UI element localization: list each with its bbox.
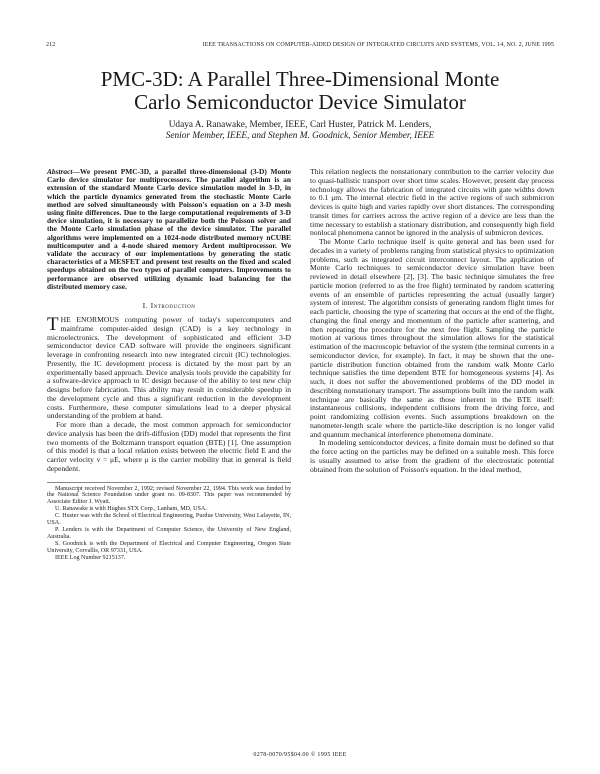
intro-paragraph-1: HE ENORMOUS computing power of today's supercomputers and mainframe computer-aided design (CAD) is a key technology in microelectronics. The development of sophisticated and efficient 3-D semiconductor device CAD software will provide the engineers significant leverage in confronting research into new integrated circuit (IC) technologies. Presently, the IC development process is dictated by the most part by an experimentally based approach. Device analysis tools provide the capability for a software-device approach to IC design because of the ability to test new chip designs before fabrication. This ability may result in considerable speedup in the development cycle and thus a significant reduction in the development costs. Furthermore, these computer simulations lead to a deeper physical understanding of the problem at hand. — [47, 315, 291, 421]
ieee-log-number: IEEE Log Number 9215137. — [55, 554, 126, 561]
footnote-author-4: S. Goodnick is with the Department of Electrical and Computer Engineering, Oregon State University, Corvallis, OR 97331, USA. — [47, 540, 291, 554]
abstract-label: Abstract— — [47, 167, 80, 176]
left-column — [47, 168, 291, 562]
footnote-manuscript: Manuscript received November 2, 1992; revised November 22, 1994. This work was funded by the National Science Foundation under grant no. 09-8307. This paper was recommended by Associate Editor J. Wyatt. — [47, 485, 291, 506]
footnote-author-3: P. Lenders is with the Department of Computer Science, the University of New England, Australia. — [47, 526, 291, 540]
authors-line-2: Senior Member, IEEE, and Stephen M. Goodnick, Senior Member, IEEE — [165, 130, 435, 141]
page-number: 212 — [46, 42, 56, 48]
footnote-author-1: U. Ranawake is with Hughes STX Corp., Lanham, MD, USA. — [55, 506, 207, 513]
title-line-2: Carlo Semiconductor Device Simulator — [134, 90, 466, 114]
author-list — [100, 120, 500, 141]
drop-cap: T — [47, 314, 59, 336]
footnote-author-2: C. Huster was with the School of Electrical Engineering, Purdue University, West Lafayette, IN, USA. — [47, 513, 291, 527]
abstract-text: We present PMC-3D, a parallel three-dimensional (3-D) Monte Carlo device simulator for multiprocessors. The parallel algorithm is an extension of the standard Monte Carlo device simulation model in 3-D, in which the particle dynamics generated from the stochastic Monte Carlo method are solved simultaneously with Poisson's equation on a 3-D mesh using finite differences. Due to the large computational requirements of 3-D device simulation, it is necessary to parallelize both the Poisson solver and the Monte Carlo simulation phase of the device simulator. The parallel algorithms were implemented on a 1024-node distributed memory nCUBE multicomputer and a 4-node shared memory Ardent multiprocessor. We validate the accuracy of our implementations by generating the static characteristics of a MESFET and present test results on the fixed and scaled speedups obtained on the two types of parallel computers. Improvements to performance are observed utilizing dynamic load balancing for the distributed memory case. — [47, 167, 291, 291]
copyright-code: 0278-0070/95$04.00 © 1995 IEEE — [253, 752, 347, 758]
right-column-body — [310, 168, 554, 474]
journal-name: IEEE TRANSACTIONS ON COMPUTER-AIDED DESIGN OF INTEGRATED CIRCUITS AND SYSTEMS, VOL. 14, NO. 2, JUNE 1995 — [202, 42, 554, 48]
right-paragraph-1: This relation neglects the nonstationary contribution to the carrier velocity due to quasi-ballistic transport over short time scales. However, present day process technology allows the fabrication of integrated circuits with gate widths down to 0.1 μm. The internal electric field in the active regions of such submicron devices is quite high and varies rapidly over short distances. The corresponding transit times for carriers across the active region of a device are less than the time necessary to establish a stationary distribution, and consequently high field nonlocal phenomena cannot be ignored in the analysis of submicron devices. — [310, 167, 554, 238]
right-paragraph-2: The Monte Carlo technique itself is quite general and has been used for decades in a variety of problems ranging from statistical physics to optimization problems, such as integrated circuit interconnect layout. The application of Monte Carlo techniques to semiconductor device simulation have been reviewed in detail elsewhere [2], [3]. The basic technique simulates the free particle motion (referred to as the free flight) terminated by random scattering events of an ensemble of particles representing the actual (usually larger) system of interest. The algorithm consists of generating random flight times for each particle, choosing the type of scattering that occurs at the end of the flight, changing the final energy and momentum of the particle after scattering, and then repeating the procedure for the next free flight. Sampling the particle motion at various times throughout the simulation allows for the statistical estimation of the macroscopic behavior of the system (the terminal currents in a semiconductor device, for example). In fact, it may be shown that the one-particle distribution function obtained from the random walk Monte Carlo technique satisfies the time dependent BTE for homogeneous systems [4]. As such, it does not suffer the abovementioned problems of the DD model in describing nonstationary transport. The assumptions built into the random walk technique are basically the same as those inherent in the BTE itself: instantaneous collisions, independent collisions from the driving force, and point randomizing collision events. Such assumptions breakdown on the nanometer-length scale where the particle-like description is no longer valid and quantum mechanical interference phenomena dominate. — [310, 237, 554, 439]
title-line-1: PMC-3D: A Parallel Three-Dimensional Monte — [100, 67, 500, 91]
intro-paragraph-2: For more than a decade, the most common approach for semiconductor device analysis has been the drift-diffusion (DD) model that represents the first two moments of the Boltzmann transport equation (BTE) [1]. One assumption of this model is that a local relation exists between the electric field E and the carrier velocity v = μE, where μ is the carrier mobility that in general is field dependent. — [47, 420, 291, 473]
abstract — [47, 168, 291, 291]
right-column — [310, 168, 554, 474]
right-paragraph-3: In modeling semiconductor devices, a finite domain must be defined so that the force acting on the particles may be defined on a suitable mesh. This force is usually assumed to arise from the gradient of the electrostatic potential obtained from the solution of Poisson's equation. In the ideal method, — [310, 438, 554, 474]
authors-line-1: Udaya A. Ranawake, Member, IEEE, Carl Huster, Patrick M. Lenders, — [168, 120, 432, 130]
section-heading-introduction: I. Introduction — [142, 301, 196, 311]
paper-title — [60, 68, 540, 114]
footnotes — [47, 482, 291, 562]
introduction-body — [47, 316, 291, 474]
